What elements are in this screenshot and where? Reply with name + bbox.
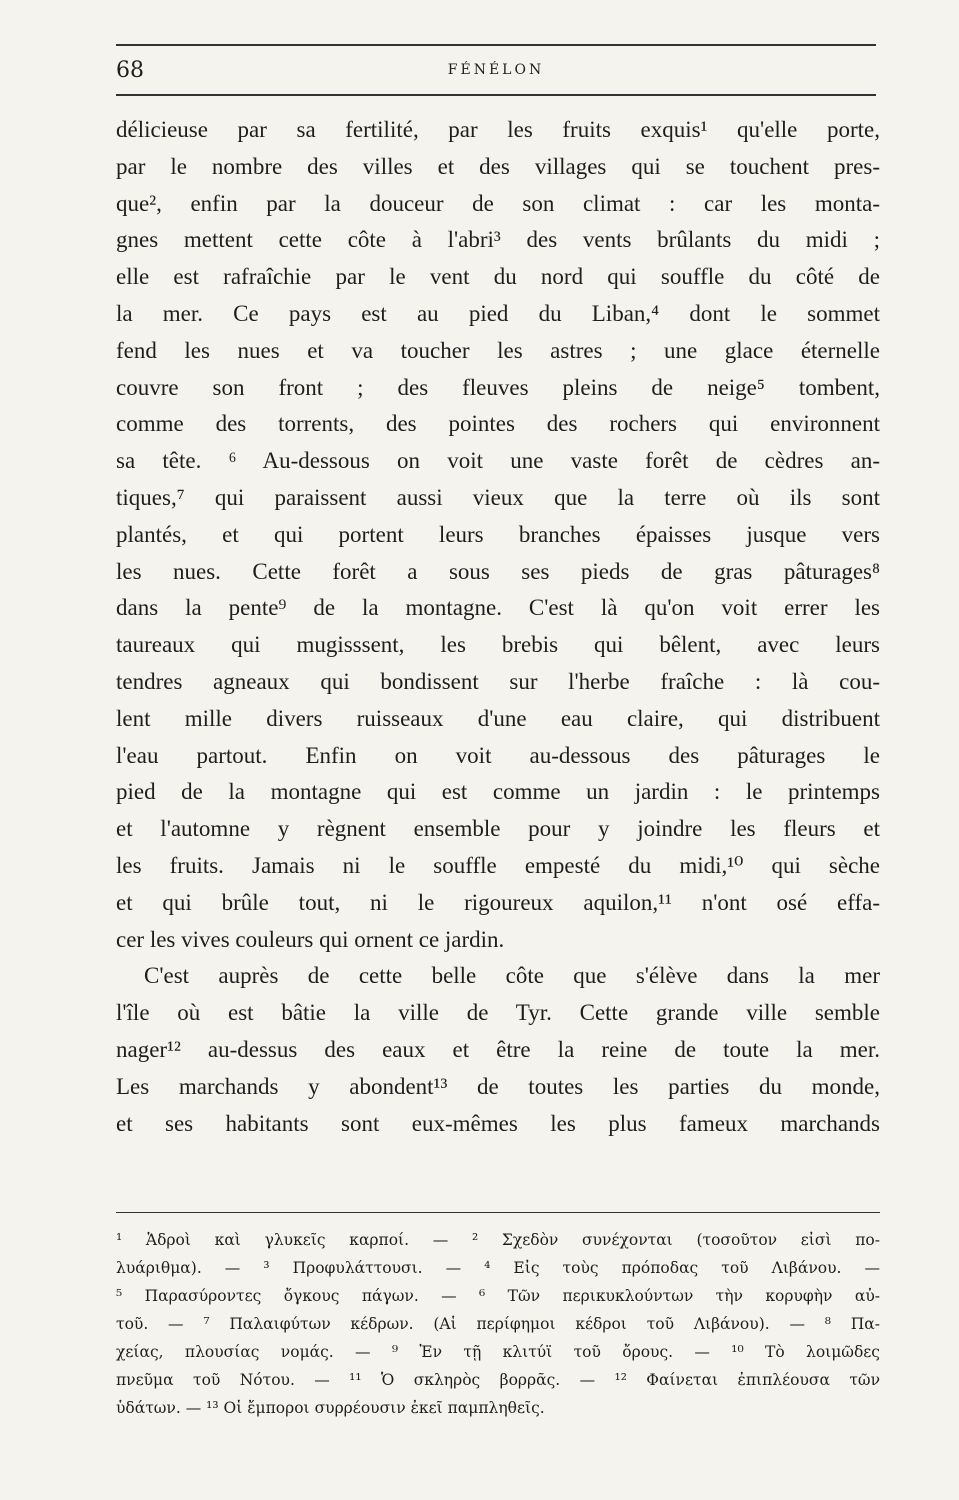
running-title: FÉNÉLON bbox=[447, 62, 545, 78]
top-rule bbox=[116, 44, 876, 46]
text-line: cer les vives couleurs qui ornent ce jardin. bbox=[116, 926, 505, 952]
text-line: nager¹² au-dessus des eaux et être la reine de toute la mer. bbox=[116, 1036, 880, 1062]
text-line: les nues. Cette forêt a sous ses pieds de gras pâturages⁸ bbox=[116, 558, 880, 584]
text-line: et ses habitants sont eux-mêmes les plus fameux marchands bbox=[116, 1110, 880, 1136]
text-line: plantés, et qui portent leurs branches épaisses jusque vers bbox=[116, 521, 880, 547]
text-line: elle est rafraîchie par le vent du nord qui souffle du côté de bbox=[116, 264, 880, 290]
text-line: tendres agneaux qui bondissent sur l'herbe fraîche : là cou- bbox=[116, 668, 880, 694]
text-line: couvre son front ; des fleuves pleins de neige⁵ tombent, bbox=[116, 374, 880, 400]
text-line: tiques,⁷ qui paraissent aussi vieux que la terre où ils sont bbox=[116, 484, 880, 510]
body-text bbox=[116, 112, 880, 1142]
text-line: et qui brûle tout, ni le rigoureux aquilon,¹¹ n'ont osé effa- bbox=[116, 889, 880, 915]
text-line: l'île où est bâtie la ville de Tyr. Cette grande ville semble bbox=[116, 1000, 880, 1026]
text-line: par le nombre des villes et des villages qui se touchent pres- bbox=[116, 153, 880, 179]
footnote-line: ὑδάτων. — ¹³ Οἱ ἔμποροι συρρέουσιν ἐκεῖ παμπληθεῖς. bbox=[116, 1399, 545, 1417]
text-line: pied de la montagne qui est comme un jardin : le printemps bbox=[116, 779, 880, 805]
footnote-line: πνεῦμα τοῦ Νότου. — ¹¹ Ὁ σκληρὸς βορρᾶς. — ¹² Φαίνεται ἐπιπλέουσα τῶν bbox=[116, 1371, 880, 1389]
page-header bbox=[116, 58, 876, 88]
text-line: Les marchands y abondent¹³ de toutes les parties du monde, bbox=[116, 1073, 880, 1099]
text-line: gnes mettent cette côte à l'abri³ des vents brûlants du midi ; bbox=[116, 227, 880, 253]
text-line: délicieuse par sa fertilité, par les fruits exquis¹ qu'elle porte, bbox=[116, 117, 880, 142]
text-line: et l'automne y règnent ensemble pour y joindre les fleurs et bbox=[116, 816, 880, 842]
footnotes bbox=[116, 1226, 880, 1422]
footnote-line: ¹ Ἁδροὶ καὶ γλυκεῖς καρποί. — ² Σχεδὸν συνέχονται (τοσοῦτον εἰσὶ πο- bbox=[116, 1231, 880, 1249]
footnote-rule bbox=[116, 1212, 880, 1213]
header-rule bbox=[116, 94, 876, 96]
footnote-line: χείας, πλουσίας νομάς. — ⁹ Ἐν τῇ κλιτύϊ τοῦ ὄρους. — ¹⁰ Τὸ λοιμῶδες bbox=[116, 1343, 880, 1361]
text-line: fend les nues et va toucher les astres ; une glace éternelle bbox=[116, 337, 880, 363]
text-line: C'est auprès de cette belle côte que s'élève dans la mer bbox=[144, 963, 880, 989]
page-number: 68 bbox=[116, 58, 144, 83]
footnote-line: τοῦ. — ⁷ Παλαιφύτων κέδρων. (Αἱ περίφημοι κέδροι τοῦ Λιβάνου). — ⁸ Πα- bbox=[116, 1315, 880, 1333]
text-line: taureaux qui mugisssent, les brebis qui bêlent, avec leurs bbox=[116, 632, 880, 658]
footnote-line: λυάριθμα). — ³ Προφυλάττουσι. — ⁴ Εἰς τοὺς πρόποδας τοῦ Λιβάνου. — bbox=[116, 1259, 880, 1277]
text-line: que², enfin par la douceur de son climat : car les monta- bbox=[116, 190, 880, 216]
text-line: l'eau partout. Enfin on voit au-dessous des pâturages le bbox=[116, 742, 880, 768]
text-line: les fruits. Jamais ni le souffle empesté du midi,¹⁰ qui sèche bbox=[116, 852, 880, 878]
text-line: dans la pente⁹ de la montagne. C'est là qu'on voit errer les bbox=[116, 595, 880, 621]
text-line: la mer. Ce pays est au pied du Liban,⁴ dont le sommet bbox=[116, 300, 880, 326]
text-line: sa tête. ⁶ Au-dessous on voit une vaste forêt de cèdres an- bbox=[116, 448, 880, 474]
text-line: lent mille divers ruisseaux d'une eau claire, qui distribuent bbox=[116, 705, 880, 731]
footnote-line: ⁵ Παρασύροντες ὄγκους πάγων. — ⁶ Τῶν περικυκλούντων τὴν κορυφὴν αὐ- bbox=[116, 1287, 880, 1305]
text-line: comme des torrents, des pointes des rochers qui environnent bbox=[116, 411, 880, 437]
